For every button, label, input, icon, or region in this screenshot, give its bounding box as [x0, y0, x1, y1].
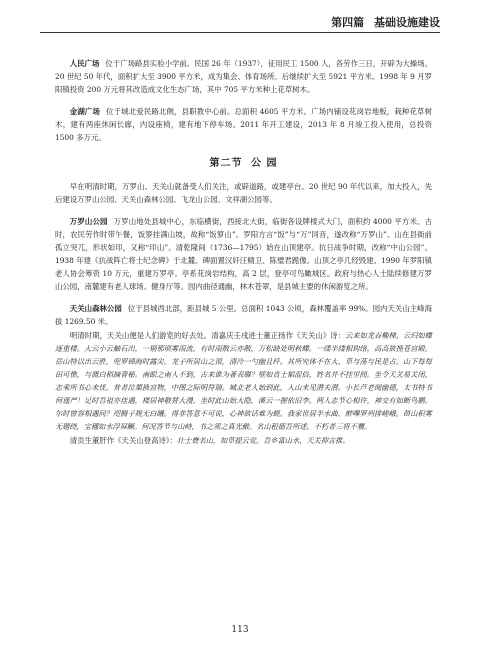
park-name: 万罗山公园 — [69, 217, 108, 226]
closing-poem: 壮士賚名山，如草提云觉。吾乡富山水，天关抑言推。 — [176, 436, 350, 445]
poem-text: 云来如龙吞椭梯，云归如蝶逐重楼。大云小云触石出，一剔那顷雾雨流。有时雨散云亦散，万松缺处明秋蝶。一缕半缕相钩络，高高欲挽苍宫殿。岳山特以出云胜，兜罗锦海时露尖。龙子所居山之顶，清冷一勺幽且纤。其所究体不在大，草与荡与民是占。山下每每田可憔，与溉白稻摘青秘。南眼之南人不到，古来谁为著表隳？壁如貞士韬混俗，姓名并不挂里闾。坐令天关易关闭，志乘所书心未忧。昔者泣栗换宫物，中图之际明符瑞。城北老人始到此，入山未见潜夫潜。小长芦老阅幽德，太书特书何谨严！足时吾祖亦佳遇，楼居神敬替大漫。坐时此山始大隐，溪云一握依旧李。两人志节心相许，神交有如断鸟鹏。尔时曾容相遇问？咫腾子规无白曦。得非答意不可说，心神欲话难为蚬。我家世居半水曲，醉嗶罗列排嵯峨。嵤山积雾无题绕，宝穗如水浮屏鳜。何况答节与山峙，书之须之真光敝。名山租德吾所述，不朽者三将不騫。 — [55, 331, 432, 431]
plaza-text: 位于广场路县实验小学前。民国 26 年（1937），征用民工 1500 人，各劳作三日，开辟为大操场。20 世纪 50 年代，面积扩大至 3900 平方米，成为集会、体育场所。后继续扩大至 5921 平方米。1998 年 9 月罗阳镇投资 200 万元将其改造成文化生态广场，其中 705 平方米种上花草树木。 — [55, 59, 432, 94]
park-name: 天关山森林公园 — [69, 304, 122, 313]
page-body — [55, 57, 432, 448]
section-title: 公 园 — [251, 158, 278, 169]
header-part: 第四篇 — [331, 16, 365, 29]
paragraph-plaza-1 — [55, 57, 432, 96]
header-title: 基础设施建设 — [374, 16, 440, 29]
paragraph-plaza-2 — [55, 105, 432, 144]
plaza-name: 金湖广场 — [69, 107, 101, 116]
history-text: 明清时期，天关山便是人们游览的好去处。清嘉庆壬戌进士董正扬作《天关山》诗： — [69, 331, 346, 340]
park-text: 位于县城西北部，距县城 5 公里。总面积 1043 公顷，森林覆盖率 99%。园内天关山主峰海拔 1269.50 米。 — [55, 304, 432, 326]
running-header — [325, 14, 440, 30]
header-rule — [40, 32, 440, 33]
paragraph-closing — [55, 434, 432, 447]
paragraph-history — [55, 329, 432, 433]
plaza-text: 位于城北爱民路北侧，县职教中心前。总面积 4605 平方米。广场内铺设花岗岩地板，栽种花草树木，建有两座休闲长廊，内设座椅，建有地下停车场。2011 年开工建设，2013 年 8 月竣工投入使用，总投资 1500 多万元。 — [55, 107, 432, 142]
section-number: 第二节 — [209, 158, 243, 169]
paragraph-park-2 — [55, 302, 432, 328]
page-number: 113 — [231, 625, 249, 635]
plaza-name: 人民广场 — [69, 59, 100, 68]
closing-intro: 清贡生董肝作《天关山登高诗》： — [69, 436, 177, 445]
section-heading — [55, 157, 432, 170]
park-text: 万罗山地处县城中心，东临横街，西接北大街，临街各设牌楼式大门，面积约 4000 平方米。古时，农民劳作时带午餐，饭箩挂满山坡，故称“饭箩山”。罗阳方言“饭”与“万”同音，遂改称“万罗山”。山在县衙前孤立突兀，形状如印，又称“印山”。清乾隆间（1736—1795）始在山顶建亭。抗日战争时期，改称“中山公园”。1938 年建《抗战阵亡将士纪念碑》于北麓。碑面置汉奸汪精卫、陈璧君跪像。山顶之亭几经毁建。1990 年罗阳镇老人协会筹资 10 万元，重建万罗亭。亭系花岗岩结构，高 2 层，登亭可鸟瞰城区。政府与热心人士陆续修建万罗山公园，南麓建有老人球场、健身厅等。园内曲径通幽，林木苍翠，是县城主要的休闲游览之所。 — [55, 217, 432, 291]
paragraph-intro: 早在明清时期，万罗山、天关山就备受人们关注，或辟道路，或建亭台。20 世纪 90 年代以来，加大投入，先后建设万罗山公园、天关山森林公园、飞龙山公园、文祥湖公园等。 — [55, 182, 432, 204]
paragraph-park-1 — [55, 215, 432, 293]
